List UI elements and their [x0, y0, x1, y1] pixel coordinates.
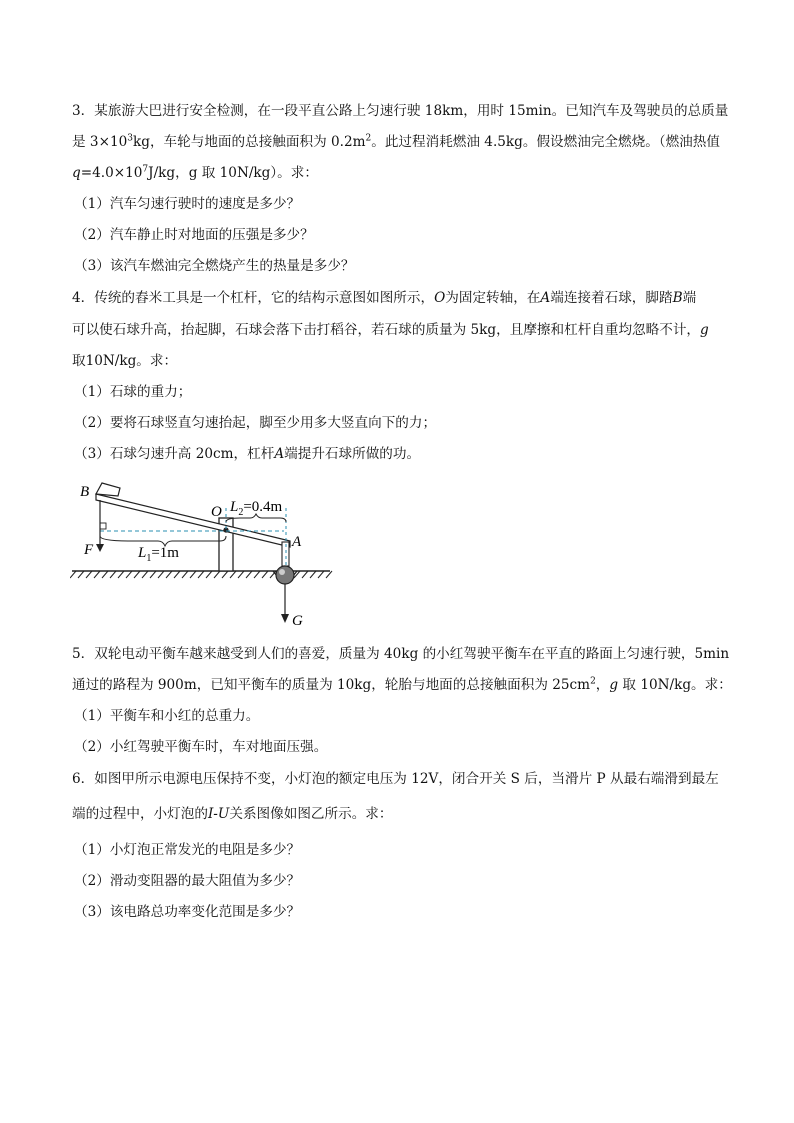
label-b: B	[80, 484, 90, 500]
q6-sub-question-2: （2）滑动变阻器的最大阻值为多少？	[74, 873, 301, 889]
q3-sub-question-3: （3）该汽车燃油完全燃烧产生的热量是多少？	[74, 258, 355, 274]
q4-stem-line-2: 可以使石球升高，抬起脚，石球会落下击打稻谷，若石球的质量为 5kg，且摩擦和杠杆自重均忽略不计，g	[72, 322, 709, 338]
q5-sub-question-2: （2）小红驾驶平衡车时，车对地面压强。	[74, 739, 328, 755]
q4-stem-line-1: 4．传统的舂米工具是一个杠杆，它的结构示意图如图所示，O为固定转轴，在A端连接着石球，脚踏B端	[72, 290, 697, 306]
force-g-arrowhead	[281, 614, 289, 623]
q3-stem-line-3: $q=4.0\times 10^7J/kg$，g 取 10N/kg）。求：	[72, 164, 318, 181]
q4-sub-question-1: （1）石球的重力；	[74, 384, 192, 400]
q6-sub-question-1: （1）小灯泡正常发光的电阻是多少？	[74, 842, 301, 858]
foot-pedal	[96, 483, 120, 496]
q6-stem-line-2: 端的过程中，小灯泡的I-U关系图像如图乙所示。求：	[72, 806, 393, 822]
q3-sub-question-1: （1）汽车匀速行驶时的速度是多少？	[74, 196, 301, 212]
label-f: F	[84, 542, 94, 558]
stone-ball	[276, 566, 294, 584]
q5-sub-question-1: （1）平衡车和小红的总重力。	[74, 708, 260, 724]
right-angle-mark	[100, 523, 106, 529]
l2-brace	[226, 514, 286, 522]
label-g: G	[292, 613, 303, 629]
force-f-arrowhead	[96, 544, 104, 552]
label-o: O	[211, 504, 222, 520]
q4-stem-line-3: 取10N/kg。求：	[72, 353, 178, 369]
q6-sub-question-3: （3）该电路总功率变化范围是多少？	[74, 904, 301, 920]
label-l2: $L_2=0.4m$	[230, 499, 283, 518]
q5-stem-line-1: 5．双轮电动平衡车越来越受到人们的喜爱，质量为 40kg 的小红驾驶平衡车在平直的路面上匀速行驶，5min	[72, 646, 730, 662]
q6-stem-line-1: 6．如图甲所示电源电压保持不变，小灯泡的额定电压为 12V，闭合开关 S 后，当滑片 P 从最右端滑到最左	[72, 771, 719, 787]
q4-sub-question-2: （2）要将石球竖直匀速抬起，脚至少用多大竖直向下的力；	[74, 415, 437, 431]
stone-ball-highlight	[279, 569, 285, 575]
lever-diagram	[70, 478, 340, 633]
q4-sub-question-3: （3）石球匀速升高 20cm，杠杆A端提升石球所做的功。	[74, 446, 421, 462]
label-a: A	[292, 534, 302, 550]
q5-stem-line-2: 通过的路程为 900m，已知平衡车的质量为 10kg，轮胎与地面的总接触面积为 $25cm^2$，g 取 10N/kg。求：	[72, 676, 732, 693]
label-l1: $L_1=1m$	[138, 545, 179, 564]
q3-sub-question-2: （2）汽车静止时对地面的压强是多少？	[74, 227, 314, 243]
q3-stem-line-1: 3．某旅游大巴进行安全检测，在一段平直公路上匀速行驶 18km，用时 15min。已知汽车及驾驶员的总质量	[72, 103, 729, 119]
q3-stem-line-2: 是 $3\times 10^3kg$，车轮与地面的总接触面积为 $0.2m^2$。此过程消耗燃油 4.5kg。假设燃油完全燃烧。（燃油热值	[72, 133, 720, 150]
